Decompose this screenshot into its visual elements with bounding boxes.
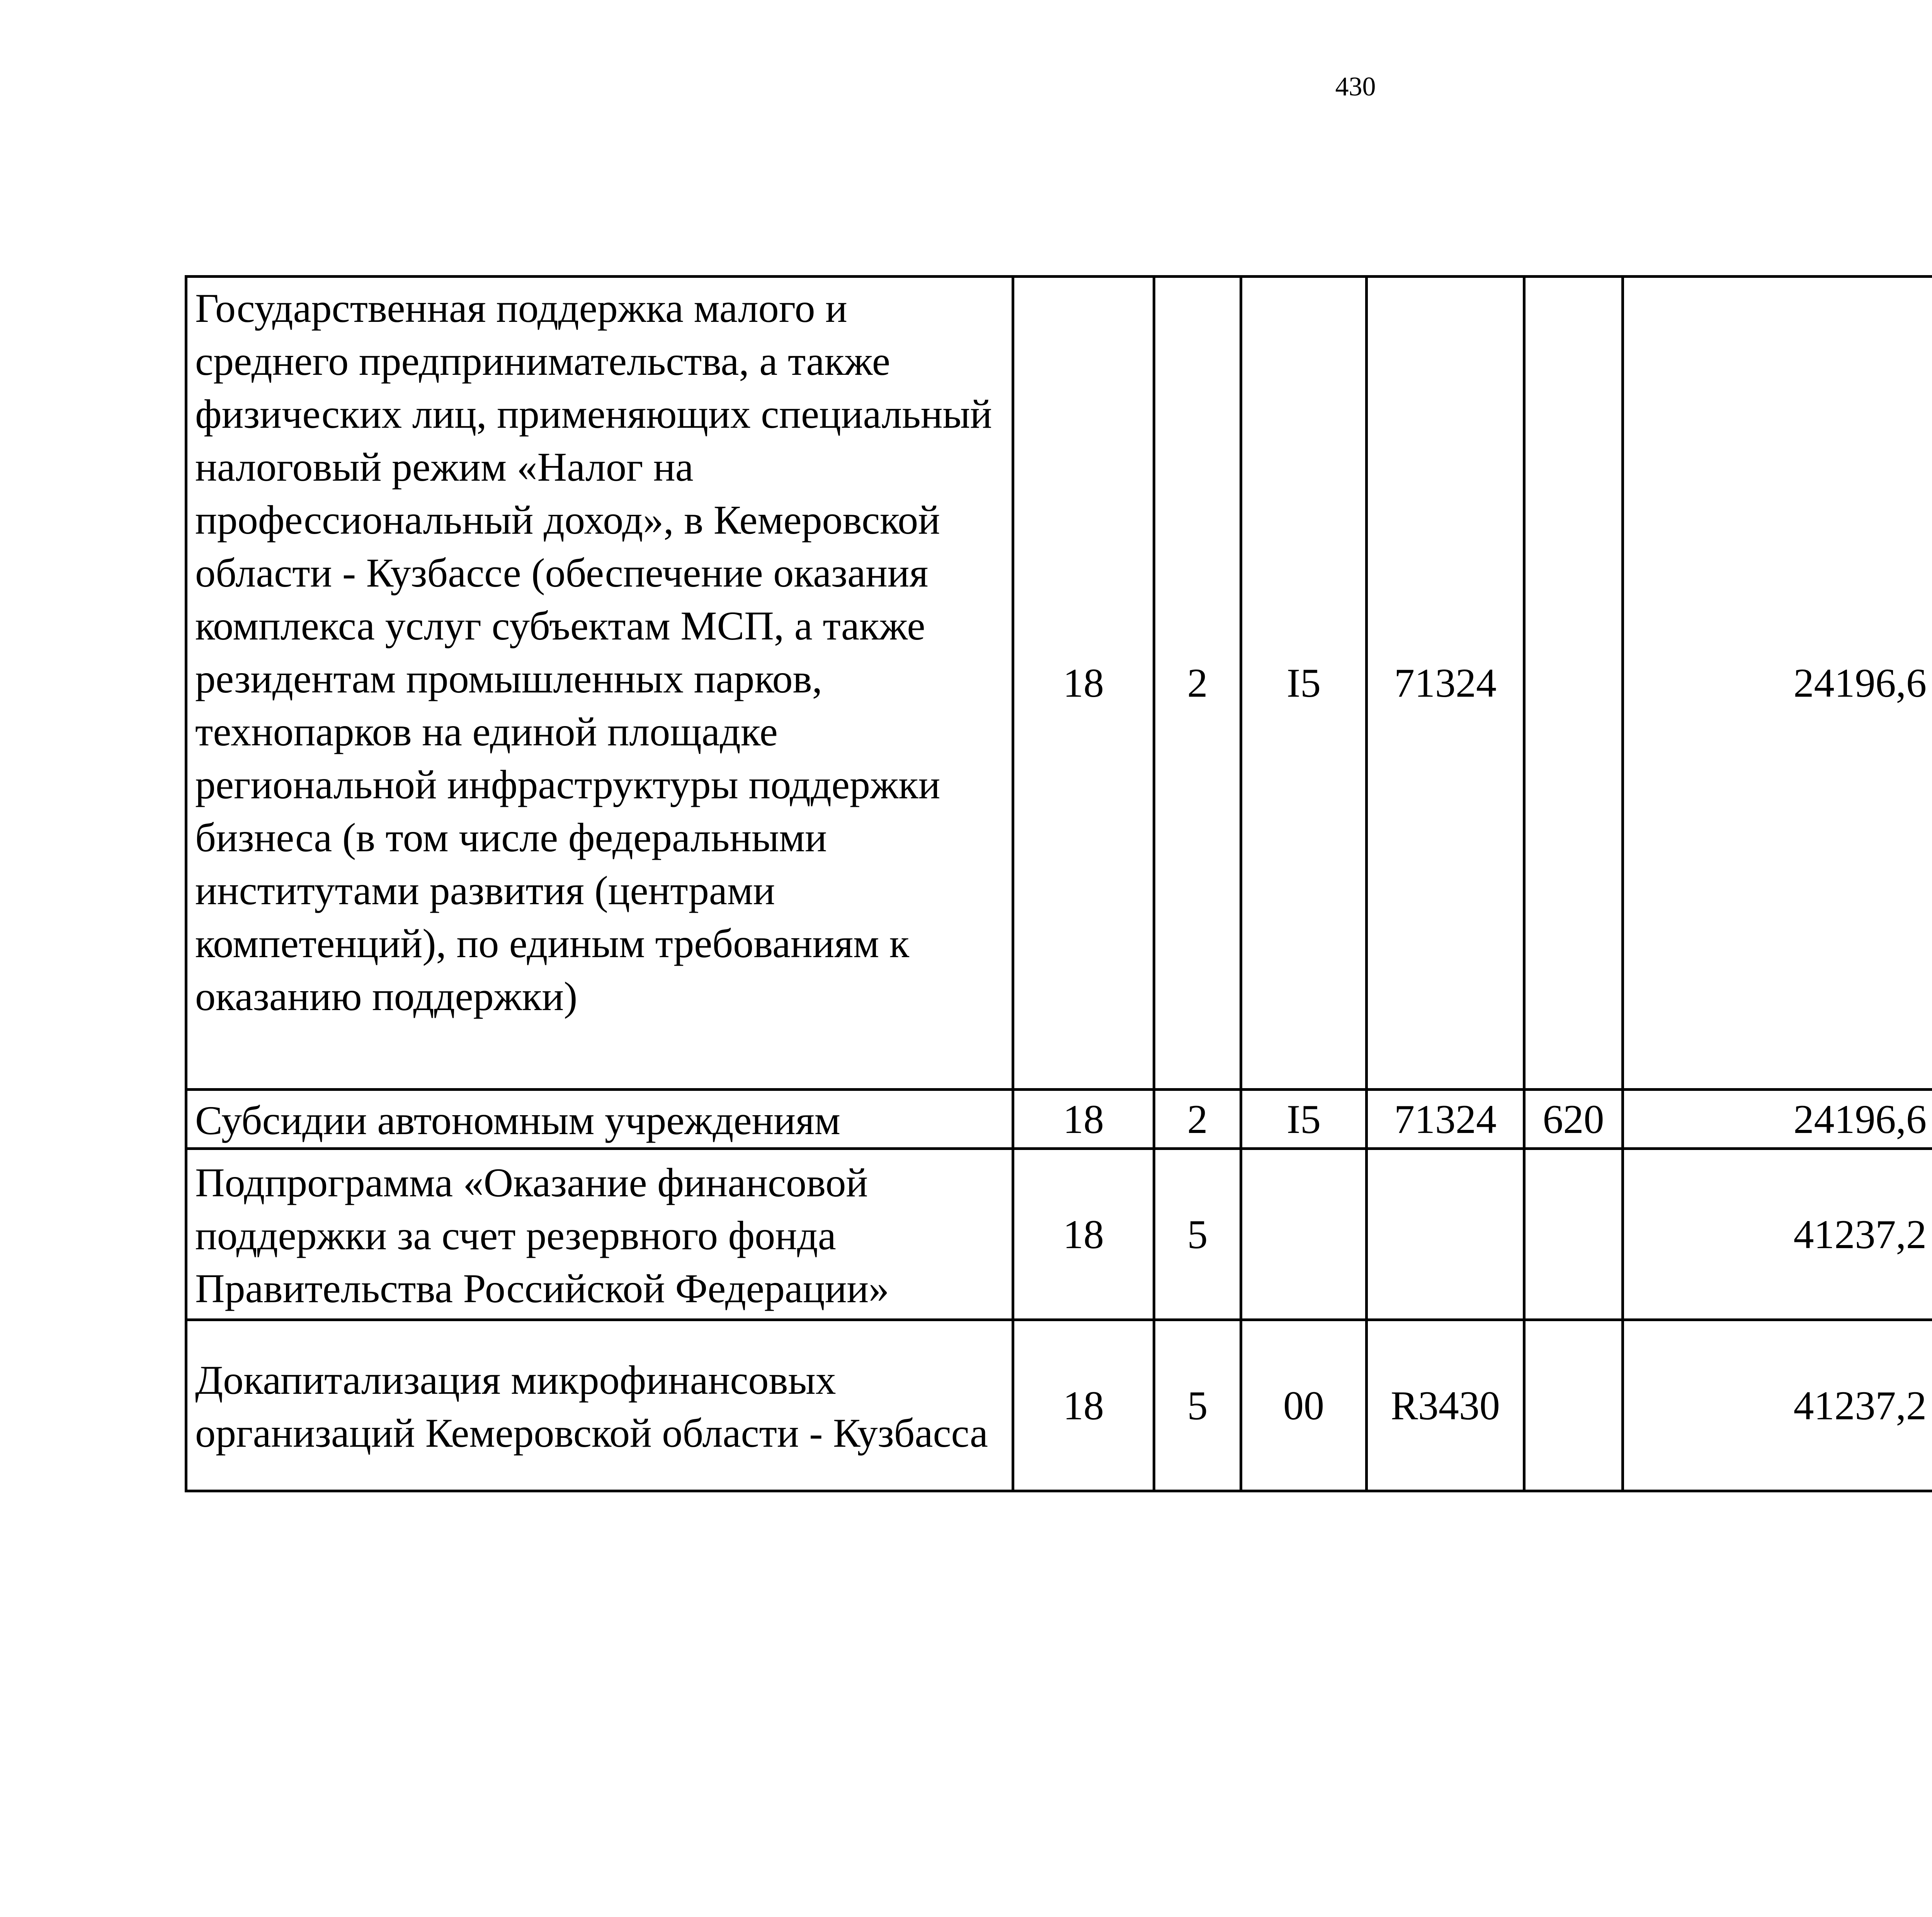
row-name: Докапитализация микрофинансовых организаций Кемеровской области - Кузбасса bbox=[186, 1320, 1013, 1491]
program-code: 18 bbox=[1013, 1090, 1154, 1149]
direction-code: R3430 bbox=[1367, 1320, 1524, 1491]
project-code: I5 bbox=[1241, 1090, 1367, 1149]
direction-code: 71324 bbox=[1367, 277, 1524, 1090]
budget-table bbox=[185, 275, 1932, 1492]
program-code: 18 bbox=[1013, 277, 1154, 1090]
amount-year-1: 24196,6 bbox=[1623, 277, 1932, 1090]
amount-year-1: 41237,2 bbox=[1623, 1320, 1932, 1491]
table-row bbox=[186, 1320, 1932, 1491]
subprogram-code: 5 bbox=[1154, 1149, 1241, 1320]
table-row bbox=[186, 1149, 1932, 1320]
subprogram-code: 5 bbox=[1154, 1320, 1241, 1491]
page-number: 430 bbox=[1335, 72, 1376, 102]
expense-type-code: 620 bbox=[1524, 1090, 1623, 1149]
project-code bbox=[1241, 1149, 1367, 1320]
expense-type-code bbox=[1524, 277, 1623, 1090]
program-code: 18 bbox=[1013, 1320, 1154, 1491]
row-name: Субсидии автономным учреждениям bbox=[186, 1090, 1013, 1149]
table-row bbox=[186, 1090, 1932, 1149]
amount-year-1: 41237,2 bbox=[1623, 1149, 1932, 1320]
subprogram-code: 2 bbox=[1154, 1090, 1241, 1149]
amount-year-1: 24196,6 bbox=[1623, 1090, 1932, 1149]
expense-type-code bbox=[1524, 1320, 1623, 1491]
program-code: 18 bbox=[1013, 1149, 1154, 1320]
expense-type-code bbox=[1524, 1149, 1623, 1320]
row-name: Государственная поддержка малого и среднего предпринимательства, а также физических лиц, применяющих специальный налоговый режим «Налог на профессиональный доход», в Кемеровской области - Кузбассе (обеспечение оказания комплекса услуг субъектам МСП, а также резидентам промышленных парков, технопарков на единой площадке региональной инфраструктуры поддержки бизнеса (в том числе федеральными институтами развития (центрами компетенций), по единым требованиям к оказанию поддержки) bbox=[186, 277, 1013, 1090]
direction-code bbox=[1367, 1149, 1524, 1320]
table-row bbox=[186, 277, 1932, 1090]
subprogram-code: 2 bbox=[1154, 277, 1241, 1090]
row-name: Подпрограмма «Оказание финансовой поддержки за счет резервного фонда Правительства Российской Федерации» bbox=[186, 1149, 1013, 1320]
direction-code: 71324 bbox=[1367, 1090, 1524, 1149]
project-code: 00 bbox=[1241, 1320, 1367, 1491]
project-code: I5 bbox=[1241, 277, 1367, 1090]
